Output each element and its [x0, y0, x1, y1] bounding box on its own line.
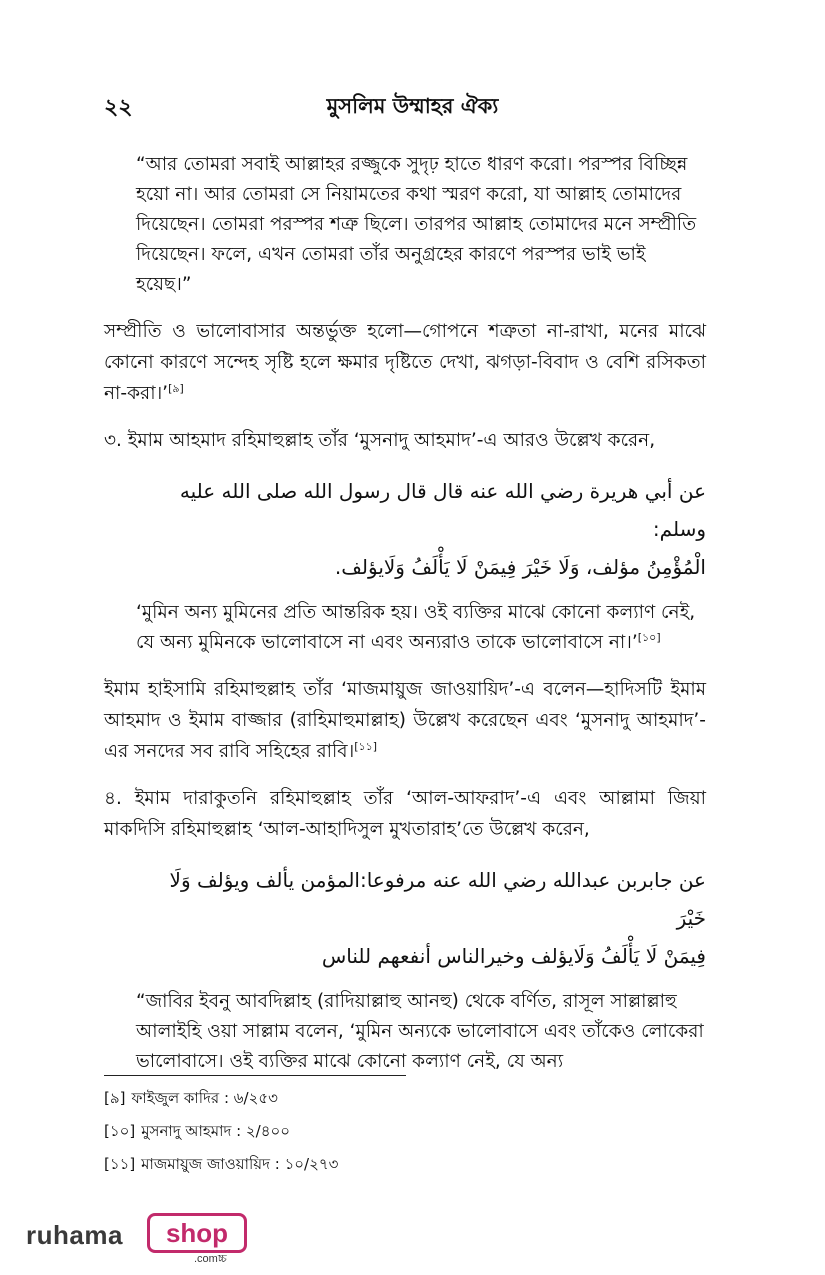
list-item-4: ৪. ইমাম দারাকুতনি রহিমাহুল্লাহ তাঁর ‘আল-আফরাদ’-এ এবং আল্লামা জিয়া মাকদিসি রহিমাহুল্লাহ ‘আল-আহাদিসুল মুখতারাহ’তে উল্লেখ করেন, [104, 788, 706, 840]
footnote-9 [104, 1088, 704, 1108]
arabic-line: عن جابربن عبدالله رضي الله عنه مرفوعا:المؤمن يألف ويؤلف وَلَا خَيْرَ [169, 868, 706, 930]
paragraph-text: সম্প্রীতি ও ভালোবাসার অন্তর্ভুক্ত হলো—গোপনে শত্রুতা না-রাখা, মনের মাঝে কোনো কারণে সন্দেহ সৃষ্টি হলে ক্ষমার দৃষ্টিতে দেখা, ঝগড়া-বিবাদ ও বেশি রসিকতা না-করা।’ [104, 321, 706, 404]
paragraph-affection [104, 316, 706, 409]
arabic-hadith-1 [136, 472, 706, 586]
arabic-hadith-2 [136, 861, 706, 975]
footnote-mark: [৯] [104, 1089, 126, 1107]
arabic-line: عن أبي هريرة رضي الله عنه قال قال رسول الله صلى الله عليه وسلم: [179, 479, 706, 541]
quote-text: ‘মুমিন অন্য মুমিনের প্রতি আন্তরিক হয়। ওই ব্যক্তির মাঝে কোনো কল্যাণ নেই, যে অন্য মুমিনকে ভালোবাসে না এবং অন্যরাও তাকে ভালোবাসে না।’ [136, 602, 696, 653]
footnote-ref-11[interactable]: [১১] [354, 739, 378, 753]
logo-wordmark: ruhama [26, 1220, 123, 1250]
arabic-line: الْمُؤْمِنُ مؤلف، وَلَا خَيْرَ فِيمَنْ لَا يَأْلَفُ وَلَايؤلف. [334, 555, 706, 579]
paragraph-haythami [104, 674, 706, 767]
footnote-text: মুসনাদু আহমাদ : ২/৪০০ [141, 1122, 290, 1140]
footnote-text: ফাইজুল কাদির : ৬/২৫৩ [131, 1089, 278, 1107]
hadith-translation-1 [136, 598, 706, 658]
list-item-3: ৩. ইমাম আহমাদ রহিমাহুল্লাহ তাঁর ‘মুসনাদু আহমাদ’-এ আরও উল্লেখ করেন, [104, 430, 656, 451]
footnote-11 [104, 1154, 704, 1174]
logo-shop-text: shop [165, 1218, 229, 1248]
footnotes [104, 1088, 704, 1187]
page-body [104, 150, 706, 1093]
logo-domain: .comচ্চ [194, 1253, 227, 1265]
running-title: মুসলিম উম্মাহর ঐক্য [326, 94, 499, 118]
footnote-ref-10[interactable]: [১০] [637, 630, 661, 644]
hadith-translation-2: “জাবির ইবনু আবদিল্লাহ (রাদিয়াল্লাহু আনহু) থেকে বর্ণিত, রাসূল সাল্লাল্লাহু আলাইহি ওয়া সাল্লাম বলেন, ‘মুমিন অন্যকে ভালোবাসে এবং তাঁকেও লোকেরা ভালোবাসে। ওই ব্যক্তির মাঝে কোনো কল্যাণ নেই, যে অন্য [136, 991, 704, 1072]
paragraph-text: ইমাম হাইসামি রহিমাহুল্লাহ তাঁর ‘মাজমায়ুজ জাওয়ায়িদ’-এ বলেন—হাদিসটি ইমাম আহমাদ ও ইমাম বাজ্জার (রাহিমাহুমাল্লাহ) উল্লেখ করেছেন এবং ‘মুসনাদু আহমাদ’-এর সনদের সব রাবি সহিহের রাবি। [104, 679, 706, 762]
footnote-ref-9[interactable]: [৯] [168, 381, 184, 395]
footnote-divider [104, 1075, 406, 1076]
footnote-mark: [১১] [104, 1155, 136, 1173]
logo-shop-badge [147, 1213, 247, 1253]
page-number: ২২ [104, 95, 133, 120]
footnote-10 [104, 1121, 704, 1141]
ruhama-shop-logo [26, 1210, 229, 1265]
quran-translation-quote: “আর তোমরা সবাই আল্লাহর রজ্জুকে সুদৃঢ় হাতে ধারণ করো। পরস্পর বিচ্ছিন্ন হয়ো না। আর তোমরা সে নিয়ামতের কথা স্মরণ করো, যা আল্লাহ তোমাদের দিয়েছেন। তোমরা পরস্পর শত্রু ছিলে। তারপর আল্লাহ তোমাদের মনে সম্প্রীতি দিয়েছেন। ফলে, এখন তোমরা তাঁর অনুগ্রহের কারণে পরস্পর ভাই ভাই হয়েছ।” [136, 154, 697, 295]
footnote-mark: [১০] [104, 1122, 136, 1140]
footnote-text: মাজমায়ুজ জাওয়ায়িদ : ১০/২৭৩ [141, 1155, 339, 1173]
arabic-line: فِيمَنْ لَا يَأْلَفُ وَلَايؤلف وخيرالناس أنفعهم للناس [321, 944, 706, 968]
